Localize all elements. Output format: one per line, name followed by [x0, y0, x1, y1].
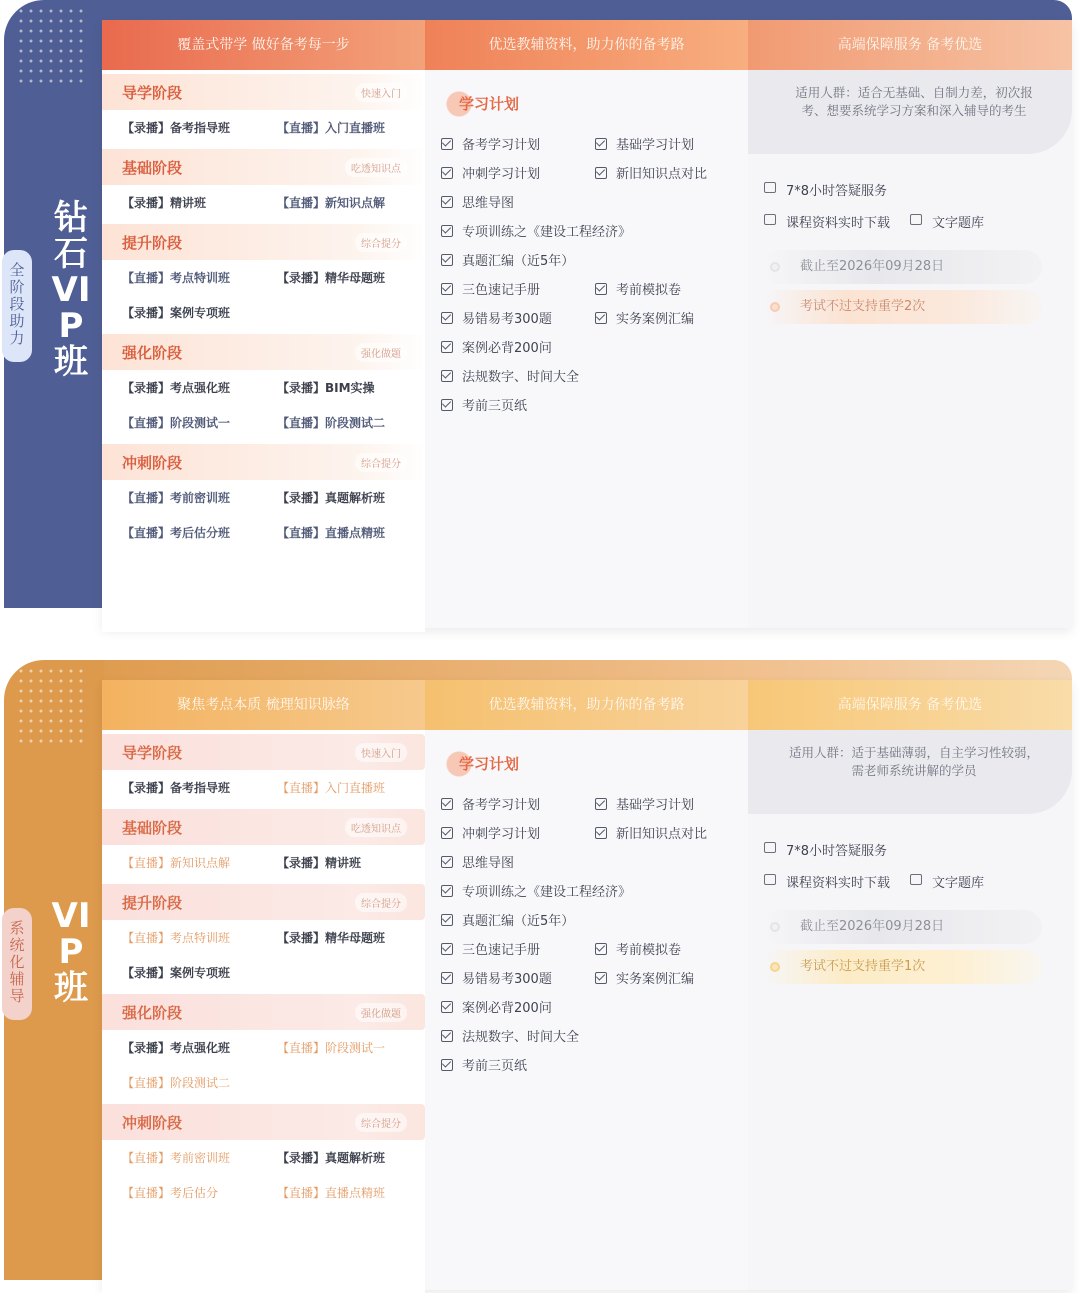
- checklist-label: 专项训练之《建设工程经济》: [462, 225, 632, 240]
- checklist-label: 实务案例汇编: [616, 972, 695, 987]
- study-plan-label: 学习计划: [443, 90, 533, 118]
- course-row: [102, 920, 425, 955]
- checklist-item: [595, 968, 694, 987]
- checkbox-checked-icon: [441, 370, 453, 382]
- stage-header: [102, 884, 425, 920]
- checklist-row: [441, 1022, 748, 1051]
- checkbox-checked-icon: [595, 138, 607, 150]
- plan-table: [102, 20, 1072, 628]
- course-item[interactable]: 【直播】阶段测试二: [122, 1076, 231, 1090]
- course-row: [102, 1175, 425, 1210]
- stage-tag: 快速入门: [355, 83, 407, 102]
- course-item[interactable]: 【录播】案例专项班: [122, 966, 231, 980]
- stage-tag: 快速入门: [355, 743, 407, 762]
- checklist-row: [441, 1051, 748, 1080]
- checklist-item: [441, 250, 574, 269]
- stage-name: 基础阶段: [122, 159, 183, 177]
- stage-header: [102, 149, 425, 185]
- checklist-label: 法规数字、时间大全: [462, 1030, 580, 1045]
- checkbox-checked-icon: [595, 312, 607, 324]
- materials-column: [425, 680, 748, 1290]
- course-row: [102, 845, 425, 880]
- services-body: [748, 70, 1072, 628]
- checklist-item: [441, 910, 574, 929]
- retake-pill: [762, 290, 1042, 324]
- bullet-icon: [770, 922, 780, 932]
- course-item[interactable]: 【录播】精讲班: [122, 196, 207, 210]
- download-icon: [764, 874, 776, 885]
- stage-tag: 综合提分: [355, 453, 407, 472]
- checklist-label: 易错易考300题: [462, 972, 552, 987]
- checkbox-checked-icon: [595, 798, 607, 810]
- bullet-icon: [770, 962, 780, 972]
- service-qa: [748, 174, 1072, 202]
- checklist-item: [441, 794, 540, 813]
- course-item[interactable]: 【直播】阶段测试一: [122, 416, 231, 430]
- stage-tag: 吃透知识点: [345, 818, 407, 837]
- checklist-row: [441, 275, 748, 304]
- stages-header: 覆盖式带学 做好备考每一步: [102, 20, 425, 70]
- retake-pill: [762, 950, 1042, 984]
- service-downloads: [748, 866, 1072, 894]
- checklist-item: [595, 794, 694, 813]
- course-item[interactable]: 【直播】考前密训班: [122, 491, 231, 505]
- stage-header: [102, 74, 425, 110]
- checklist-label: 真题汇编（近5年）: [462, 254, 575, 269]
- checklist-item: [441, 366, 579, 385]
- checklist-row: [441, 217, 748, 246]
- checklist-item: [441, 279, 540, 298]
- checklist-label: 专项训练之《建设工程经济》: [462, 885, 632, 900]
- checklist-row: [441, 906, 748, 935]
- checkbox-checked-icon: [441, 798, 453, 810]
- checklist-row: [441, 819, 748, 848]
- course-item[interactable]: 【直播】考点特训班: [122, 271, 231, 285]
- checkbox-checked-icon: [595, 283, 607, 295]
- stage-name: 冲刺阶段: [122, 454, 183, 472]
- stage-header: [102, 809, 425, 845]
- plan-side-tab: 全阶段助力: [2, 250, 32, 362]
- checklist-item: [441, 337, 552, 356]
- checkbox-checked-icon: [441, 138, 453, 150]
- dot-pattern: [16, 6, 86, 86]
- checklist-item: [441, 881, 631, 900]
- course-row: [102, 515, 425, 550]
- validity-text: 截止至2026年09月28日: [800, 259, 945, 274]
- checklist-label: 新旧知识点对比: [616, 827, 708, 842]
- checkbox-checked-icon: [441, 283, 453, 295]
- stage-name: 强化阶段: [122, 344, 183, 362]
- service-qa-text: 7*8小时答疑服务: [786, 184, 888, 199]
- study-plan-label: 学习计划: [443, 750, 533, 778]
- course-item[interactable]: 【录播】真题解析班: [277, 1151, 386, 1165]
- course-item[interactable]: 【直播】直播点精班: [277, 526, 386, 540]
- course-row: [102, 955, 425, 990]
- checkbox-checked-icon: [595, 167, 607, 179]
- checklist-row: [441, 333, 748, 362]
- services-column: [748, 680, 1072, 1290]
- question-bank-icon: [910, 214, 922, 225]
- checklist-row: [441, 877, 748, 906]
- course-item[interactable]: 【录播】精华母题班: [277, 271, 386, 285]
- bullet-icon: [770, 302, 780, 312]
- checklist-label: 备考学习计划: [462, 138, 541, 153]
- validity-pill: [762, 910, 1042, 944]
- course-row: [102, 110, 425, 145]
- checklist-label: 基础学习计划: [616, 138, 695, 153]
- plan-card-diamond: [0, 0, 1080, 640]
- dot-pattern: [16, 666, 86, 746]
- checklist-item: [441, 134, 540, 153]
- checklist-item: [441, 308, 552, 327]
- checklist-row: [441, 848, 748, 877]
- stage-name: 提升阶段: [122, 234, 183, 252]
- checklist-item: [441, 968, 552, 987]
- checkbox-checked-icon: [441, 1001, 453, 1013]
- services-header: 高端保障服务 备考优选: [748, 680, 1072, 730]
- checkbox-checked-icon: [595, 943, 607, 955]
- course-item[interactable]: 【录播】真题解析班: [277, 491, 386, 505]
- checklist-item: [595, 939, 681, 958]
- checklist-item: [441, 221, 631, 240]
- course-row: [102, 1140, 425, 1175]
- checklist-label: 法规数字、时间大全: [462, 370, 580, 385]
- audience-description: 适用人群：适于基础薄弱，自主学习性较弱，需老师系统讲解的学员: [748, 730, 1072, 814]
- validity-pill: [762, 250, 1042, 284]
- stage-tag: 综合提分: [355, 1113, 407, 1132]
- stages-column: [102, 20, 425, 628]
- services-header: 高端保障服务 备考优选: [748, 20, 1072, 70]
- checklist-row: [441, 391, 748, 420]
- checklist-label: 备考学习计划: [462, 798, 541, 813]
- checkbox-checked-icon: [441, 1030, 453, 1042]
- checklist-row: [441, 362, 748, 391]
- stage-tag: 综合提分: [355, 893, 407, 912]
- stages-list: [102, 734, 425, 1293]
- checklist-row: [441, 159, 748, 188]
- materials-header: 优选教辅资料，助力你的备考路: [425, 20, 748, 70]
- service-download-text: 课程资料实时下载: [786, 876, 891, 891]
- service-qa-text: 7*8小时答疑服务: [786, 844, 888, 859]
- chat-icon: [764, 842, 776, 853]
- checklist-row: [441, 790, 748, 819]
- checklist-label: 三色速记手册: [462, 283, 541, 298]
- plan-title: 钻石VIP班: [51, 198, 91, 382]
- question-bank-icon: [910, 874, 922, 885]
- stage-tag: 强化做题: [355, 1003, 407, 1022]
- course-row: [102, 480, 425, 515]
- checkbox-checked-icon: [441, 827, 453, 839]
- course-item[interactable]: 【录播】精讲班: [277, 856, 362, 870]
- audience-description: 适用人群：适合无基础、自制力差，初次报考、想要系统学习方案和深入辅导的考生: [748, 70, 1072, 154]
- checklist-item: [595, 823, 707, 842]
- checkbox-checked-icon: [441, 885, 453, 897]
- checkbox-checked-icon: [441, 856, 453, 868]
- checklist-item: [441, 1055, 527, 1074]
- course-item[interactable]: 【录播】BIM实操: [277, 381, 375, 395]
- checkbox-checked-icon: [441, 254, 453, 266]
- course-row: [102, 405, 425, 440]
- course-item[interactable]: 【直播】直播点精班: [277, 1186, 386, 1200]
- checkbox-checked-icon: [441, 167, 453, 179]
- checklist: [425, 130, 748, 420]
- stage-name: 强化阶段: [122, 1004, 183, 1022]
- checkbox-checked-icon: [441, 341, 453, 353]
- checklist-label: 思维导图: [462, 856, 515, 871]
- materials-header: 优选教辅资料，助力你的备考路: [425, 680, 748, 730]
- services-column: [748, 20, 1072, 628]
- checklist-label: 考前三页纸: [462, 399, 528, 414]
- course-item[interactable]: 【直播】考点特训班: [122, 931, 231, 945]
- stage-name: 冲刺阶段: [122, 1114, 183, 1132]
- checklist-item: [595, 163, 707, 182]
- checklist-row: [441, 246, 748, 275]
- checklist-label: 冲刺学习计划: [462, 167, 541, 182]
- stage-tag: 强化做题: [355, 343, 407, 362]
- stage-name: 基础阶段: [122, 819, 183, 837]
- checkbox-checked-icon: [441, 914, 453, 926]
- checkbox-checked-icon: [441, 399, 453, 411]
- service-download-text: 课程资料实时下载: [786, 216, 891, 231]
- materials-body: [425, 70, 748, 628]
- course-item[interactable]: 【录播】精华母题班: [277, 931, 386, 945]
- checkbox-checked-icon: [441, 943, 453, 955]
- checklist-item: [595, 279, 681, 298]
- checklist-label: 冲刺学习计划: [462, 827, 541, 842]
- plan-card-vip: [0, 660, 1080, 1293]
- checklist-row: [441, 935, 748, 964]
- bullet-icon: [770, 262, 780, 272]
- plan-side-tab: 系统化辅导: [2, 908, 32, 1020]
- stage-name: 导学阶段: [122, 84, 183, 102]
- checklist-row: [441, 188, 748, 217]
- checklist-item: [441, 395, 527, 414]
- checklist-item: [441, 939, 540, 958]
- checkbox-checked-icon: [441, 1059, 453, 1071]
- course-item[interactable]: 【录播】考点强化班: [122, 381, 231, 395]
- stage-name: 提升阶段: [122, 894, 183, 912]
- service-qa: [748, 834, 1072, 862]
- checklist-row: [441, 964, 748, 993]
- service-bank-text: 文字题库: [932, 216, 985, 231]
- checklist-label: 易错易考300题: [462, 312, 552, 327]
- course-row: [102, 770, 425, 805]
- stage-header: [102, 444, 425, 480]
- checklist-label: 三色速记手册: [462, 943, 541, 958]
- checklist-label: 思维导图: [462, 196, 515, 211]
- checkbox-checked-icon: [441, 312, 453, 324]
- stage-header: [102, 224, 425, 260]
- service-bank-text: 文字题库: [932, 876, 985, 891]
- course-item[interactable]: 【直播】阶段测试二: [277, 416, 386, 430]
- checklist-label: 实务案例汇编: [616, 312, 695, 327]
- checklist-item: [595, 134, 694, 153]
- checklist-row: [441, 993, 748, 1022]
- checklist-label: 案例必背200问: [462, 341, 552, 356]
- course-item[interactable]: 【录播】备考指导班: [122, 121, 231, 135]
- checklist-label: 新旧知识点对比: [616, 167, 708, 182]
- stage-header: [102, 994, 425, 1030]
- checkbox-checked-icon: [595, 827, 607, 839]
- services-body: [748, 730, 1072, 1290]
- course-item[interactable]: 【录播】案例专项班: [122, 306, 231, 320]
- stage-header: [102, 1104, 425, 1140]
- course-item[interactable]: 【录播】考点强化班: [122, 1041, 231, 1055]
- checklist-row: [441, 304, 748, 333]
- checklist: [425, 790, 748, 1080]
- course-row: [102, 185, 425, 220]
- course-row: [102, 1065, 425, 1100]
- course-item[interactable]: 【直播】考前密训班: [122, 1151, 231, 1165]
- checklist-item: [441, 192, 514, 211]
- materials-body: [425, 730, 748, 1290]
- checklist-item: [441, 997, 552, 1016]
- service-downloads: [748, 206, 1072, 234]
- checkbox-checked-icon: [441, 225, 453, 237]
- course-item[interactable]: 【直播】考后估分: [122, 1186, 219, 1200]
- download-icon: [764, 214, 776, 225]
- checklist-label: 考前模拟卷: [616, 943, 682, 958]
- checklist-label: 真题汇编（近5年）: [462, 914, 575, 929]
- checklist-label: 考前模拟卷: [616, 283, 682, 298]
- stage-header: [102, 334, 425, 370]
- validity-text: 截止至2026年09月28日: [800, 919, 945, 934]
- checklist-item: [595, 308, 694, 327]
- checklist-row: [441, 130, 748, 159]
- stage-tag: 综合提分: [355, 233, 407, 252]
- checklist-label: 基础学习计划: [616, 798, 695, 813]
- course-item[interactable]: 【直播】新知识点解: [122, 856, 231, 870]
- checklist-item: [441, 163, 540, 182]
- course-item[interactable]: 【直播】入门直播班: [277, 781, 386, 795]
- checklist-item: [441, 1026, 579, 1045]
- checklist-label: 案例必背200问: [462, 1001, 552, 1016]
- checklist-item: [441, 852, 514, 871]
- checklist-label: 考前三页纸: [462, 1059, 528, 1074]
- course-row: [102, 295, 425, 330]
- stages-column: [102, 680, 425, 1290]
- course-item[interactable]: 【直播】新知识点解: [277, 196, 386, 210]
- stages-header: 聚焦考点本质 梳理知识脉络: [102, 680, 425, 730]
- stages-list: [102, 74, 425, 632]
- retake-text: 考试不过支持重学1次: [800, 959, 926, 974]
- course-row: [102, 1030, 425, 1065]
- retake-text: 考试不过支持重学2次: [800, 299, 926, 314]
- stage-header: [102, 734, 425, 770]
- course-item[interactable]: 【直播】入门直播班: [277, 121, 386, 135]
- course-row: [102, 260, 425, 295]
- course-item[interactable]: 【直播】考后估分班: [122, 526, 231, 540]
- checkbox-checked-icon: [441, 196, 453, 208]
- plan-table: [102, 680, 1072, 1290]
- materials-column: [425, 20, 748, 628]
- chat-icon: [764, 182, 776, 193]
- course-item[interactable]: 【直播】阶段测试一: [277, 1041, 386, 1055]
- course-item[interactable]: 【录播】备考指导班: [122, 781, 231, 795]
- stage-name: 导学阶段: [122, 744, 183, 762]
- course-row: [102, 370, 425, 405]
- plan-title: VIP班: [51, 896, 91, 1008]
- stage-tag: 吃透知识点: [345, 158, 407, 177]
- checkbox-checked-icon: [595, 972, 607, 984]
- checkbox-checked-icon: [441, 972, 453, 984]
- checklist-item: [441, 823, 540, 842]
